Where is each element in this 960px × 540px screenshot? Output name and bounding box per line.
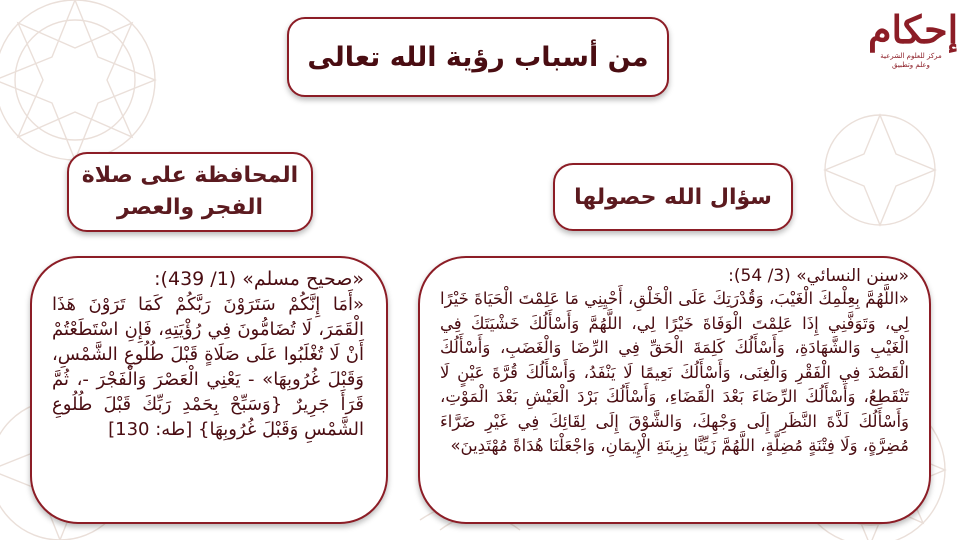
right-hadith-text: «اللَّهُمَّ بِعِلْمِكَ الْغَيْبَ، وَقُدْرَتِكَ عَلَى الْخَلْقِ، أَحْيِنِي مَا عَلِمْتَ الْحَيَاةَ خَيْرًا لِي، وَتَوَفَّنِي إِذَا عَلِمْتَ الْوَفَاةَ خَيْرًا لِي، اللَّهُمَّ وَأَسْأَلُكَ خَشْيَتَكَ فِي الْغَيْبِ وَالشَّهَادَةِ، وَأَسْأَلُكَ كَلِمَةَ الْحَقِّ فِي الرِّضَا وَالْغَضَبِ، وَأَسْأَلُكَ الْقَصْدَ فِي الْفَقْرِ وَالْغِنَى، وَأَسْأَلُكَ نَعِيمًا لَا يَنْفَدُ، وَأَسْأَلُكَ قُرَّةَ عَيْنٍ لَا تَنْقَطِعُ، وَأَسْأَلُكَ الرِّضَاءَ بَعْدَ الْقَضَاءِ، وَأَسْأَلُكَ بَرْدَ الْعَيْشِ بَعْدَ الْمَوْتِ، وَأَسْأَلُكَ لَذَّةَ النَّظَرِ إِلَى وَجْهِكَ، وَالشَّوْقَ إِلَى لِقَائِكَ فِي غَيْرِ ضَرَّاءَ مُضِرَّةٍ، وَلَا فِتْنَةٍ مُضِلَّةٍ، اللَّهُمَّ زَيِّنَّا بِزِينَةِ الْإِيمَانِ، وَاجْعَلْنَا هُدَاةً مُهْتَدِينَ» [440,289,909,456]
left-text-box [30,256,388,524]
logo-tagline: مركز للعلوم الشرعية [880,52,942,60]
right-source: «سنن النسائي» (3/ 54): [728,266,909,286]
left-heading: المحافظة على صلاة الفجر والعصر [81,163,299,220]
right-heading-box [553,163,793,231]
left-hadith-text: «أَمَا إِنَّكُمْ سَتَرَوْنَ رَبَّكُمْ كَمَا تَرَوْنَ هَذَا الْقَمَرَ، لَا تُضَامُّونَ فِي رُؤْيَتِهِ، فَإِنِ اسْتَطَعْتُمْ أَنْ لَا تُغْلَبُوا عَلَى صَلَاةٍ قَبْلَ طُلُوعِ الشَّمْسِ، وَقَبْلَ غُرُوبِهَا» - يَعْنِي الْعَصْرَ وَالْفَجْرَ -، ثُمَّ قَرَأَ جَرِيرٌ {وَسَبِّحْ بِحَمْدِ رَبِّكَ قَبْلَ طُلُوعِ الشَّمْسِ وَقَبْلَ غُرُوبِهَا} [طه: 130] [52,293,364,440]
logo-tagline-2: وعلم وتطبيق [892,61,930,69]
title-box [287,17,669,97]
page-title: من أسباب رؤية الله تعالى [307,41,649,73]
logo-mark: إحكام [868,7,959,52]
left-heading-box [67,152,313,232]
logo [868,7,959,76]
right-heading: سؤال الله حصولها [574,184,772,210]
left-source: «صحيح مسلم» (1/ 439): [154,268,364,290]
right-text-box [418,256,931,524]
